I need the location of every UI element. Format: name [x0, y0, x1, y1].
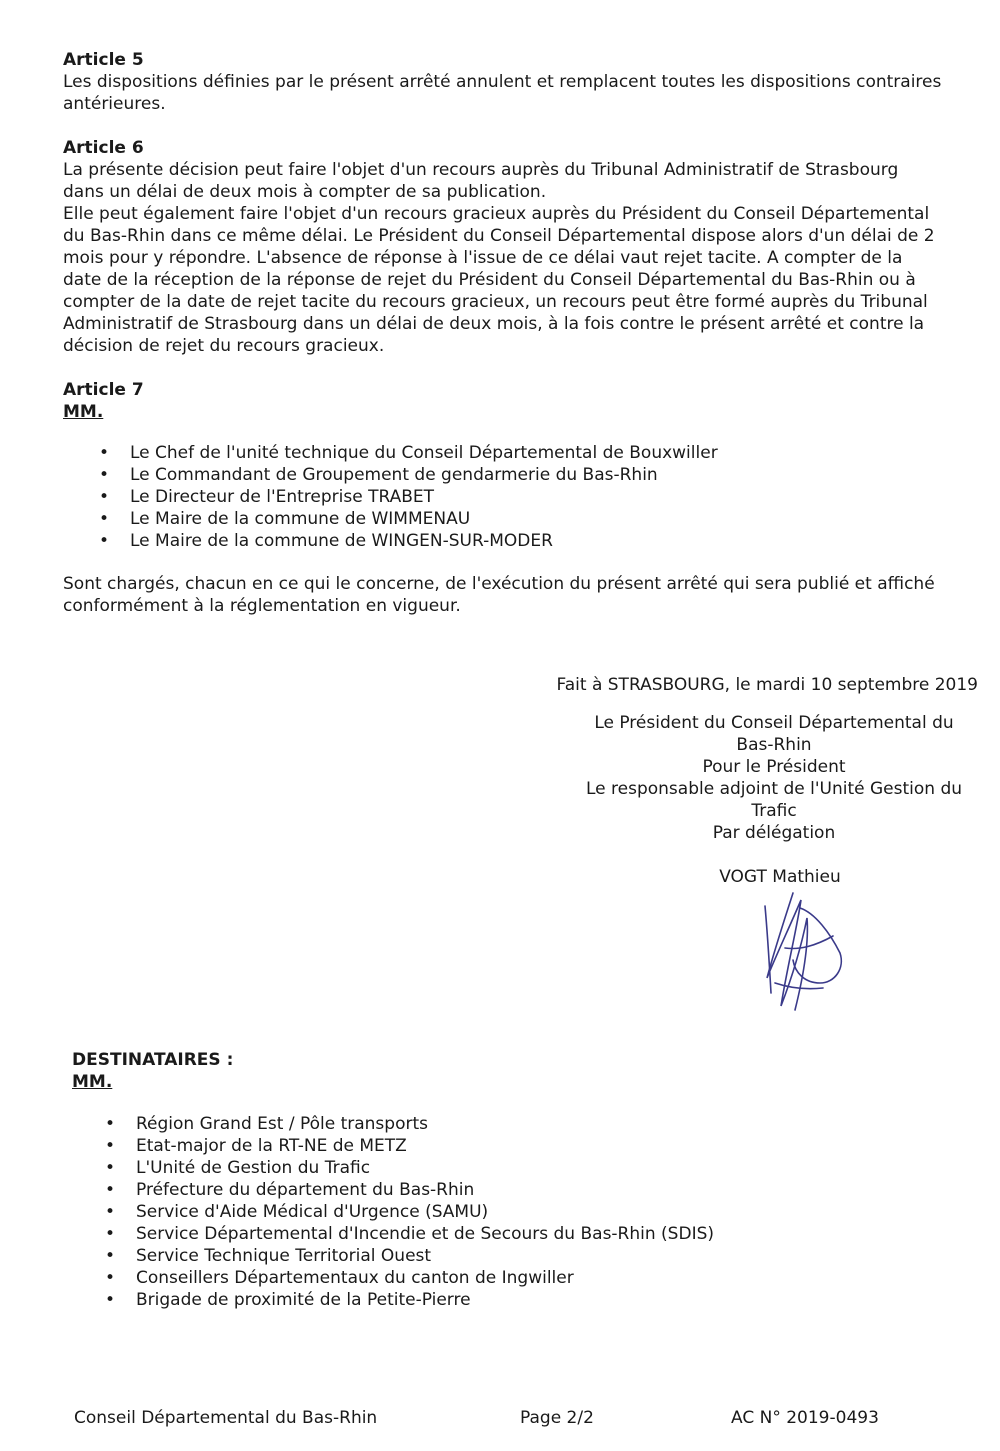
list-item: • Service Technique Territorial Ouest: [104, 1246, 432, 1266]
footer-organization: Conseil Départemental du Bas-Rhin: [74, 1408, 378, 1428]
list-item: • L'Unité de Gestion du Trafic: [104, 1158, 371, 1178]
article-7-mm: MM.: [63, 402, 104, 422]
list-item: • Le Directeur de l'Entreprise TRABET: [98, 487, 435, 507]
handwritten-signature-icon: [745, 888, 855, 1018]
bullet-icon: •: [98, 443, 110, 463]
list-item: • Le Chef de l'unité technique du Conseil Départemental de Bouxwiller: [98, 443, 718, 463]
signatory-line-1: Le Président du Conseil Départemental du: [594, 713, 954, 733]
bullet-icon: •: [104, 1180, 116, 1200]
footer-reference: AC N° 2019-0493: [731, 1408, 879, 1428]
article-6-paragraph-2: Elle peut également faire l'objet d'un recours gracieux auprès du Président du Conseil Départemental du Bas-Rhin dans ce même délai. Le Président du Conseil Départemental dispose alors d'un délai de 2 mois pour y répondre. L'absence de réponse à l'issue de ce délai vaut rejet tacite. A compter de la date de la réception de la réponse de rejet du Président du Conseil Départemental du Bas-Rhin ou à compter de la date de rejet tacite du recours gracieux, un recours peut être formé auprès du Tribunal Administratif de Strasbourg dans un délai de deux mois, à la fois contre le présent arrêté et contre la décision de rejet du recours gracieux.: [63, 204, 935, 356]
bullet-icon: •: [104, 1224, 116, 1244]
list-item: • Le Commandant de Groupement de gendarmerie du Bas-Rhin: [98, 465, 658, 485]
recipients-list: [104, 1113, 956, 1311]
article-5-title: Article 5: [63, 50, 144, 70]
signatory-line-6: Par délégation: [712, 823, 836, 843]
signature-block: [562, 712, 986, 844]
article-6-title: Article 6: [63, 138, 144, 158]
bullet-icon: •: [104, 1268, 116, 1288]
bullet-icon: •: [98, 509, 110, 529]
article-7-closing: Sont chargés, chacun en ce qui le concerne, de l'exécution du présent arrêté qui sera publié et affiché conformément à la réglementation en vigueur.: [63, 574, 935, 616]
article-7-title: Article 7: [63, 380, 144, 400]
bullet-icon: •: [104, 1136, 116, 1156]
bullet-icon: •: [104, 1290, 116, 1310]
signatory-line-2: Bas-Rhin: [736, 735, 812, 755]
bullet-icon: •: [104, 1114, 116, 1134]
list-item: • Le Maire de la commune de WINGEN-SUR-MODER: [98, 531, 553, 551]
article-7: [63, 379, 943, 423]
recipients-title: DESTINATAIRES :: [72, 1050, 234, 1070]
article-5: [63, 49, 943, 115]
list-item: • Le Maire de la commune de WIMMENAU: [98, 509, 471, 529]
article-6: [63, 137, 943, 357]
bullet-icon: •: [104, 1202, 116, 1222]
signatory-name: VOGT Mathieu: [719, 867, 841, 887]
bullet-icon: •: [98, 465, 110, 485]
bullet-icon: •: [98, 531, 110, 551]
place-date: Fait à STRASBOURG, le mardi 10 septembre 2019: [556, 675, 978, 695]
list-item: • Service d'Aide Médical d'Urgence (SAMU): [104, 1202, 489, 1222]
signatory-line-5: Trafic: [751, 801, 797, 821]
signatory-line-3: Pour le Président: [702, 757, 846, 777]
list-item: • Service Départemental d'Incendie et de Secours du Bas-Rhin (SDIS): [104, 1224, 714, 1244]
recipients-header: [72, 1049, 572, 1093]
list-item: • Préfecture du département du Bas-Rhin: [104, 1180, 475, 1200]
article-6-paragraph-1: La présente décision peut faire l'objet d'un recours auprès du Tribunal Administratif de Strasbourg dans un délai de deux mois à compter de sa publication.: [63, 160, 899, 202]
page-footer: [0, 1407, 1000, 1431]
recipients-mm: MM.: [72, 1072, 113, 1092]
list-item: • Etat-major de la RT-NE de METZ: [104, 1136, 407, 1156]
bullet-icon: •: [98, 487, 110, 507]
footer-page-number: Page 2/2: [520, 1408, 594, 1428]
list-item: • Région Grand Est / Pôle transports: [104, 1114, 428, 1134]
list-item: • Conseillers Départementaux du canton de Ingwiller: [104, 1268, 574, 1288]
bullet-icon: •: [104, 1158, 116, 1178]
article-5-text: Les dispositions définies par le présent arrêté annulent et remplacent toutes les dispositions contraires antérieures.: [63, 72, 942, 114]
signatory-line-4: Le responsable adjoint de l'Unité Gestion du: [585, 779, 963, 799]
bullet-icon: •: [104, 1246, 116, 1266]
article-7-list: [98, 442, 950, 552]
list-item: • Brigade de proximité de la Petite-Pierre: [104, 1290, 471, 1310]
